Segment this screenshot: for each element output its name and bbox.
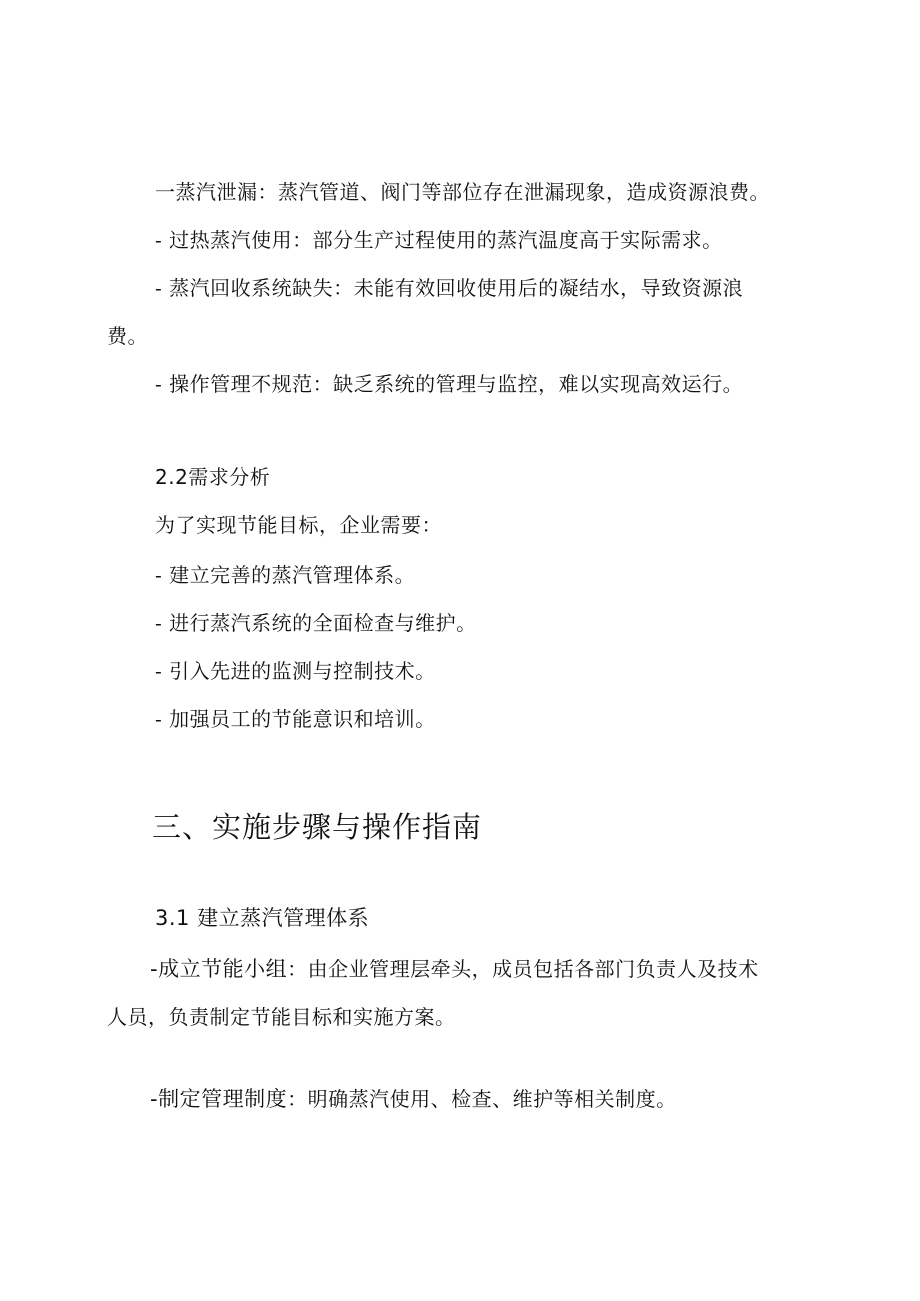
paragraph-energy-team-cont: 人员，负责制定节能目标和实施方案。 [107, 1005, 456, 1029]
section-3-1-heading: 3.1 建立蒸汽管理体系 [155, 906, 370, 930]
text-energy-team: ：由企业管理层牵头，成员包括各部门负责人及技术 [287, 957, 759, 981]
issue-superheated-steam: - 过热蒸汽使用：部分生产过程使用的蒸汽温度高于实际需求。 [155, 228, 723, 252]
lead-management-system: -制定管理制度 [150, 1087, 288, 1111]
issue-recovery-missing: - 蒸汽回收系统缺失：未能有效回收使用后的凝结水，导致资源浪 [155, 276, 744, 300]
paragraph-energy-team [150, 957, 759, 981]
section-2-2-intro: 为了实现节能目标，企业需要： [155, 513, 442, 537]
paragraph-management-system [150, 1087, 677, 1111]
list-item: - 建立完善的蒸汽管理体系。 [155, 563, 416, 587]
list-item: - 引入先进的监测与控制技术。 [155, 659, 436, 683]
text-management-system: ：明确蒸汽使用、检查、维护等相关制度。 [287, 1087, 677, 1111]
issue-steam-leak: 一蒸汽泄漏：蒸汽管道、阀门等部位存在泄漏现象，造成资源浪费。 [155, 180, 770, 204]
issue-recovery-missing-cont: 费。 [107, 324, 148, 348]
issue-management: - 操作管理不规范：缺乏系统的管理与监控，难以实现高效运行。 [155, 372, 744, 396]
section-3-heading: 三、实施步骤与操作指南 [152, 810, 483, 844]
list-item: - 进行蒸汽系统的全面检查与维护。 [155, 611, 477, 635]
list-item: - 加强员工的节能意识和培训。 [155, 707, 436, 731]
section-2-2-heading: 2.2需求分析 [155, 465, 271, 489]
lead-energy-team: -成立节能小组 [150, 957, 288, 981]
